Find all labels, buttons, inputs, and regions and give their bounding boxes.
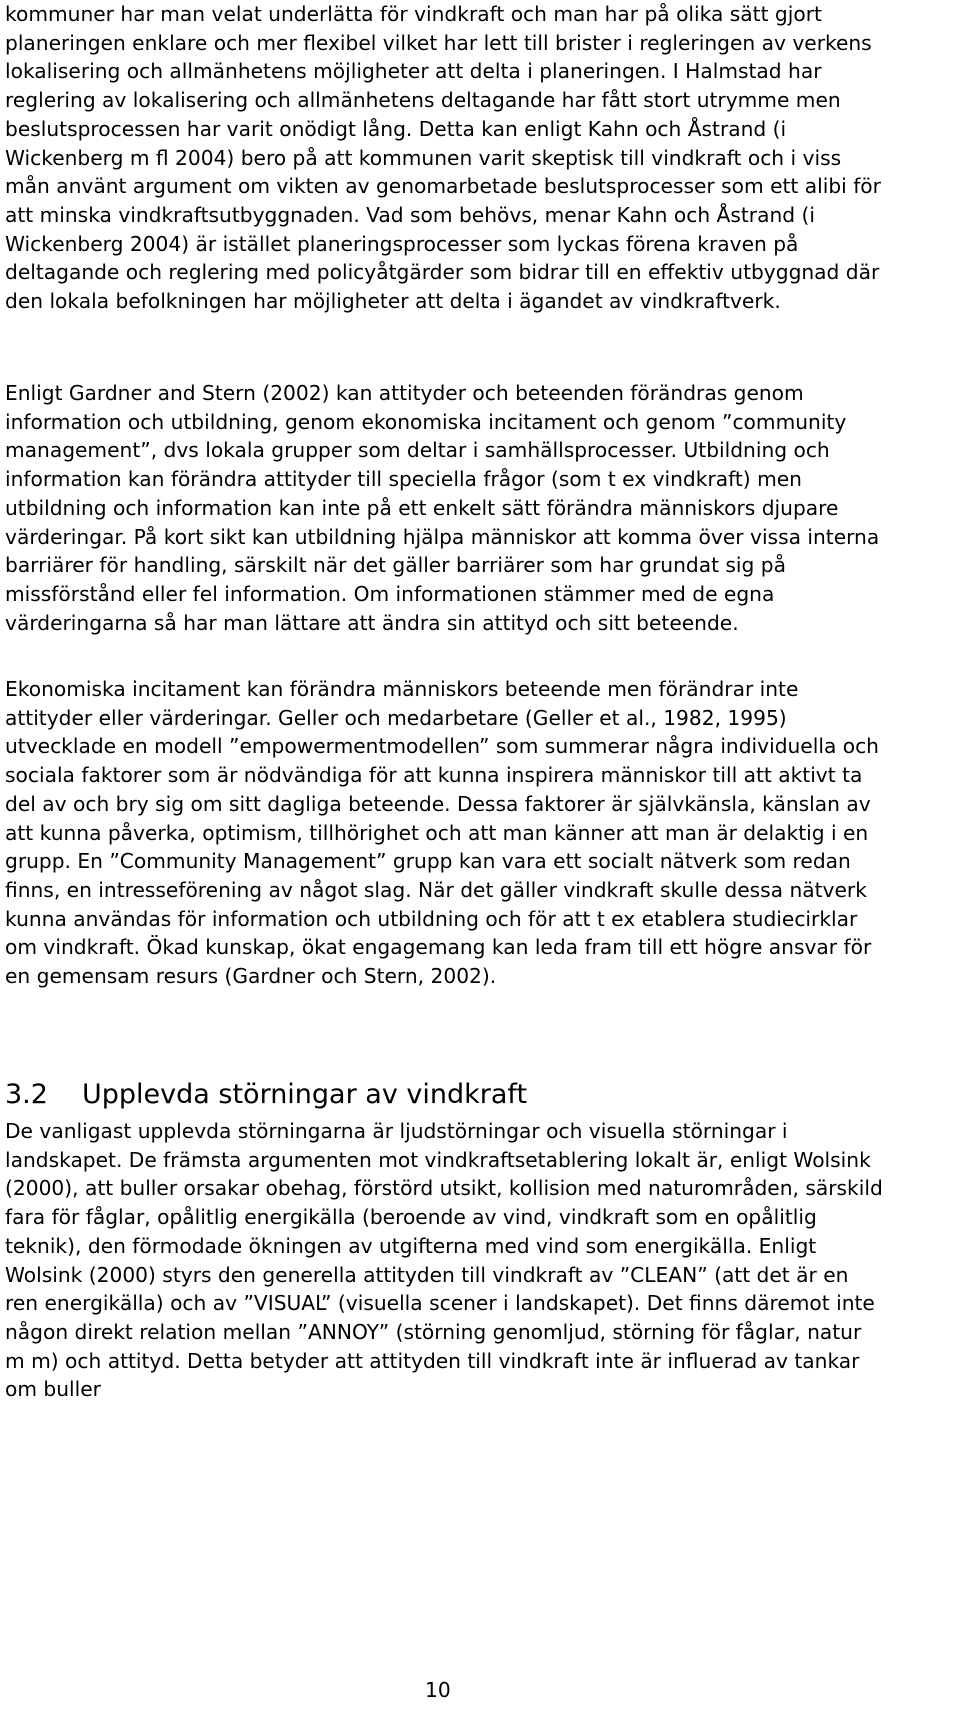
section-heading (5, 1078, 527, 1112)
body-paragraph-2: Enligt Gardner and Stern (2002) kan attityder och beteenden förändras genom information och utbildning, genom ekonomiska incitament och genom ”community management”, dvs lokala grupper som deltar i samhällsprocesser. Utbildning och information kan förändra attityder till speciella frågor (som t ex vindkraft) men utbildning och information kan inte på ett enkelt sätt förändra människors djupare värderingar. På kort sikt kan utbildning hjälpa människor att komma över vissa interna barriärer för handling, särskilt när det gäller barriärer som har grundat sig på missförstånd eller fel information. Om informationen stämmer med de egna värderingarna så har man lättare att ändra sin attityd och sitt beteende. (5, 381, 880, 635)
section-number: 3.2 (5, 1079, 48, 1110)
document-page (5, 0, 885, 1710)
section-paragraph: De vanligast upplevda störningarna är ljudstörningar och visuella störningar i landskapet. De främsta argumenten mot vindkraftsetablering lokalt är, enligt Wolsink (2000), att buller orsakar obehag, förstörd utsikt, kollision med naturområden, särskild fara för fåglar, opålitlig energikälla (beroende av vind, vindkraft som en opålitlig teknik), den förmodade ökningen av utgifterna med vind som energikälla. Enligt Wolsink (2000) styrs den generella attityden till vindkraft av ”CLEAN” (att det är en ren energikälla) och av ”VISUAL” (visuella scener i landskapet). Det finns däremot inte någon direkt relation mellan ”ANNOY” (störning genomljud, störning för fåglar, natur m m) och attityd. Detta betyder att attityden till vindkraft inte är influerad av tankar om buller (5, 1119, 883, 1402)
page-number: 10 (425, 1678, 451, 1702)
body-paragraph-1: kommuner har man velat underlätta för vindkraft och man har på olika sätt gjort planeringen enklare och mer flexibel vilket har lett till brister i regleringen av verkens lokalisering och allmänhetens möjligheter att delta i planeringen. I Halmstad har reglering av lokalisering och allmänhetens deltagande har fått stort utrymme men beslutsprocessen har varit onödigt lång. Detta kan enligt Kahn och Åstrand (i Wickenberg m fl 2004) bero på att kommunen varit skeptisk till vindkraft och i viss mån använt argument om vikten av genomarbetade beslutsprocesser som ett alibi för att minska vindkraftsutbyggnaden. Vad som behövs, menar Kahn och Åstrand (i Wickenberg 2004) är istället planeringsprocesser som lyckas förena kraven på deltagande och reglering med policyåtgärder som bidrar till en effektiv utbyggnad där den lokala befolkningen har möjligheter att delta i ägandet av vindkraftverk. (5, 2, 881, 314)
section-title: Upplevda störningar av vindkraft (82, 1079, 528, 1110)
body-paragraph-3: Ekonomiska incitament kan förändra människors beteende men förändrar inte attityder eller värderingar. Geller och medarbetare (Geller et al., 1982, 1995) utvecklade en modell ”empowermentmodellen” som summerar några individuella och sociala faktorer som är nödvändiga för att kunna inspirera människor till att aktivt ta del av och bry sig om sitt dagliga beteende. Dessa faktorer är självkänsla, känslan av att kunna påverka, optimism, tillhörighet och att man känner att man är delaktig i en grupp. En ”Community Management” grupp kan vara ett socialt nätverk som redan finns, en intresseförening av något slag. När det gäller vindkraft skulle dessa nätverk kunna användas för information och utbildning och för att t ex etablera studiecirklar om vindkraft. Ökad kunskap, ökat engagemang kan leda fram till ett högre ansvar för en gemensam resurs (Gardner och Stern, 2002). (5, 677, 879, 989)
